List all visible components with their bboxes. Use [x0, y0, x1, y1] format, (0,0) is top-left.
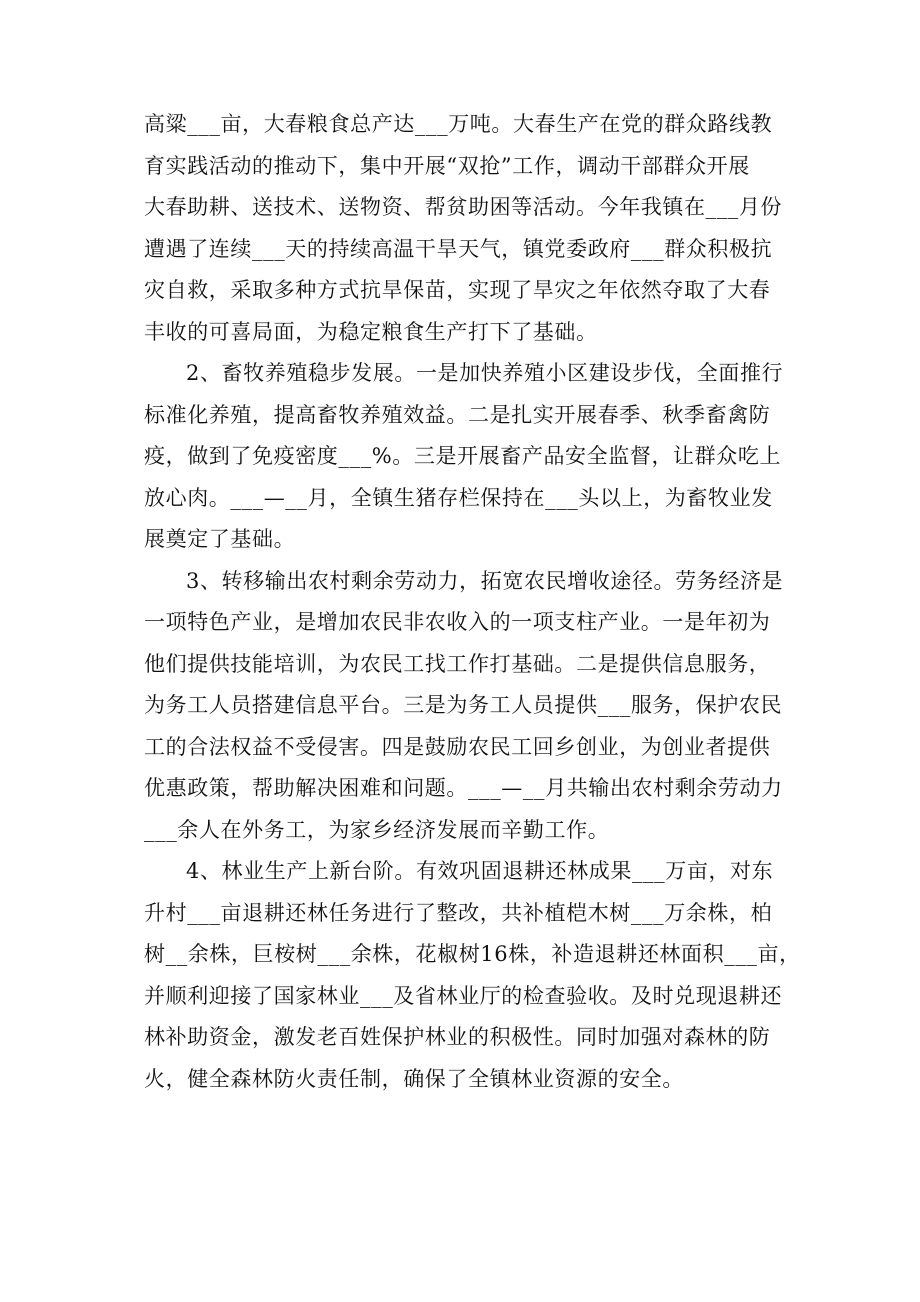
- text-line: 升村___亩退耕还林任务进行了整改，共补植桤木树___万余株，柏: [144, 900, 773, 925]
- text-line: 丰收的可喜局面，为稳定粮食生产打下了基础。: [144, 319, 598, 344]
- text-line: 他们提供技能培训，为农民工找工作打基础。二是提供信息服务，: [144, 651, 771, 676]
- text-line: 标准化养殖，提高畜牧养殖效益。二是扎实开展春季、秋季畜禽防: [144, 402, 771, 427]
- text-line: 遭遇了连续___天的持续高温干旱天气，镇党委政府___群众积极抗: [144, 236, 773, 261]
- text-line: ___余人在外务工，为家乡经济发展而辛勤工作。: [144, 817, 610, 842]
- text-line: 优惠政策，帮助解决困难和问题。___—__月共输出农村剩余劳动力: [144, 776, 783, 800]
- text-line: 大春助耕、送技术、送物资、帮贫助困等活动。今年我镇在___月份: [144, 195, 783, 219]
- paragraph-livestock: [144, 353, 784, 561]
- text-line: 育实践活动的推动下，集中开展“双抢”工作，调动干部群众开展: [144, 153, 750, 178]
- text-line: 一项特色产业，是增加农民非农收入的一项支柱产业。一是年初为: [144, 610, 771, 634]
- text-line: 疫，做到了免疫密度___%。三是开展畜产品安全监督，让群众吃上: [144, 444, 782, 468]
- text-line-first: 2、畜牧养殖稳步发展。一是加快养殖小区建设步伐，全面推行: [186, 361, 784, 385]
- text-line: 展奠定了基础。: [144, 527, 296, 551]
- text-line: 林补助资金，激发老百姓保护林业的积极性。同时加强对森林的防: [144, 1025, 771, 1049]
- text-line: 高粱___亩，大春粮食总产达___万吨。大春生产在党的群众路线教: [144, 112, 773, 136]
- paragraph-forestry: [144, 851, 801, 1100]
- text-line-first: 3、转移输出农村剩余劳动力，拓宽农民增收途径。劳务经济是: [186, 568, 784, 593]
- text-line: 火，健全森林防火责任制，确保了全镇林业资源的安全。: [144, 1066, 684, 1091]
- paragraph-grain-harvest: [144, 104, 784, 353]
- document-body: [144, 104, 801, 1100]
- text-line: 并顺利迎接了国家林业___及省林业厅的检查验收。及时兑现退耕还: [144, 983, 783, 1008]
- text-line: 工的合法权益不受侵害。四是鼓励农民工回乡创业，为创业者提供: [144, 734, 771, 759]
- text-line-first: 4、林业生产上新台阶。有效巩固退耕还林成果___万亩，对东: [186, 859, 774, 883]
- text-line: 树__余株，巨桉树___余株，花椒树16株，补造退耕还林面积___亩，: [144, 942, 801, 966]
- paragraph-labor-transfer: [144, 561, 784, 852]
- text-line: 为务工人员搭建信息平台。三是为务工人员提供___服务，保护农民: [144, 693, 783, 717]
- text-line: 灾自救，采取多种方式抗旱保苗，实现了旱灾之年依然夺取了大春: [144, 278, 771, 302]
- text-line: 放心肉。___—__月，全镇生猪存栏保持在___头以上，为畜牧业发: [144, 485, 773, 510]
